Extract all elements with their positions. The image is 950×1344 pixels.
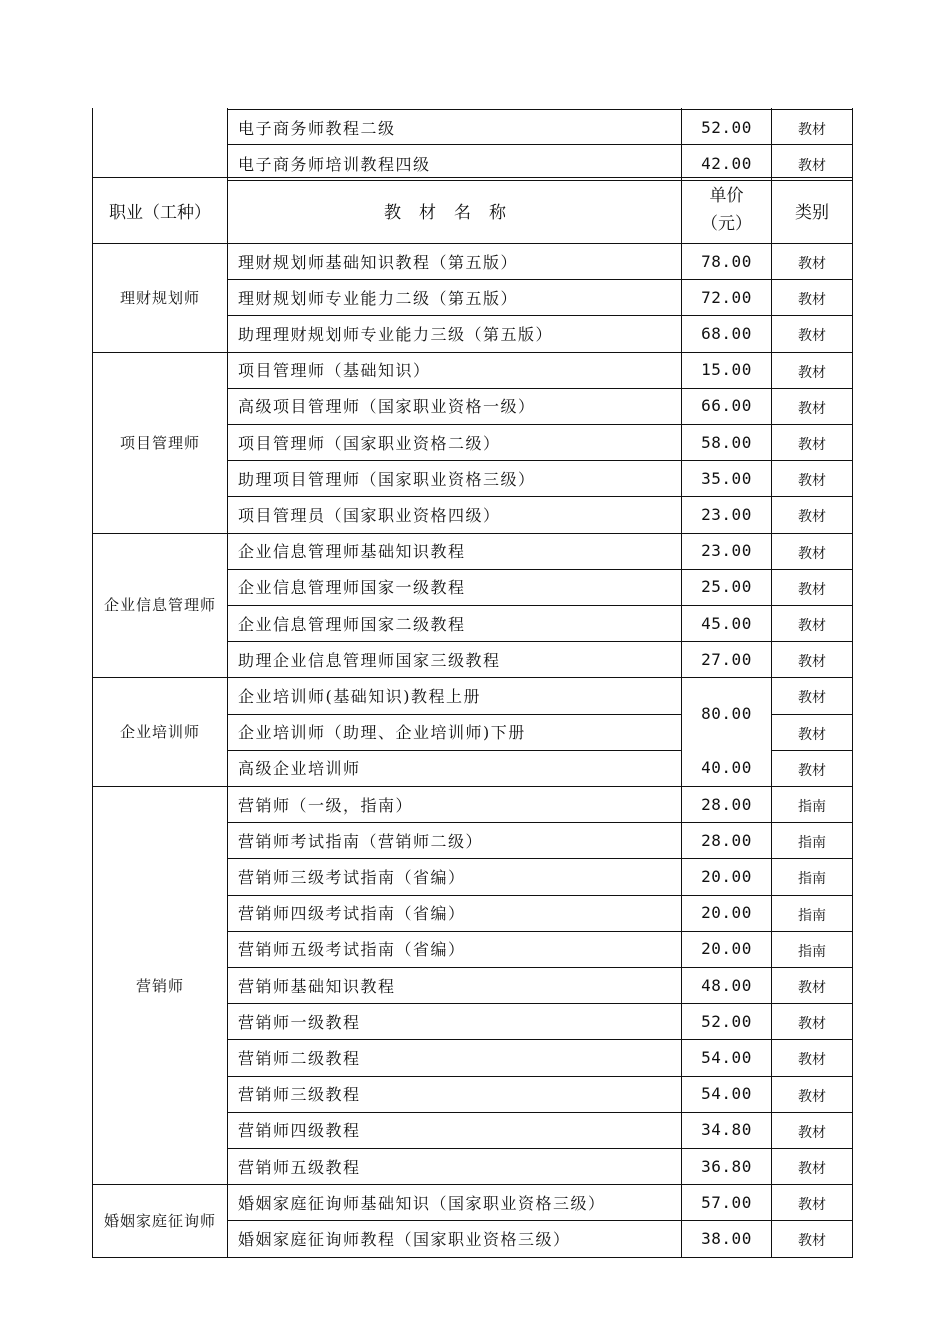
category-cell: 指南 xyxy=(798,799,826,816)
price-cell: 40.00 xyxy=(701,758,752,778)
category-cell: 教材 xyxy=(798,545,826,562)
price-cell: 48.00 xyxy=(701,975,752,995)
price-cell: 78.00 xyxy=(701,251,752,271)
book-name-cell: 营销师考试指南（营销师二级） xyxy=(238,831,484,851)
price-cell: 45.00 xyxy=(701,613,752,633)
price-cell: 72.00 xyxy=(701,287,752,307)
price-cell: 54.00 xyxy=(701,1084,752,1104)
category-cell: 教材 xyxy=(798,473,826,490)
category-cell: 教材 xyxy=(798,509,826,526)
header-unit-price-unit: （元） xyxy=(701,214,752,234)
category-cell: 指南 xyxy=(798,943,826,960)
book-name-cell: 营销师四级考试指南（省编） xyxy=(238,904,466,924)
merged-price-cell: 80.00 xyxy=(701,704,752,724)
price-cell: 54.00 xyxy=(701,1047,752,1067)
book-name-cell: 营销师二级教程 xyxy=(238,1048,361,1068)
book-name-cell: 营销师基础知识教程 xyxy=(238,976,396,996)
occupation-cell: 企业培训师 xyxy=(119,723,200,742)
book-name-cell: 营销师一级教程 xyxy=(238,1012,361,1032)
category-cell: 教材 xyxy=(798,618,826,635)
category-cell: 教材 xyxy=(798,437,826,454)
book-name-cell: 电子商务师培训教程四级 xyxy=(238,154,431,174)
price-cell: 27.00 xyxy=(701,649,752,669)
book-name-cell: 婚姻家庭征询师基础知识（国家职业资格三级） xyxy=(238,1193,606,1213)
category-cell: 教材 xyxy=(798,726,826,743)
table-border-right xyxy=(852,108,853,1258)
category-cell: 教材 xyxy=(798,1124,826,1141)
price-cell: 20.00 xyxy=(701,939,752,959)
price-cell: 52.00 xyxy=(701,117,752,137)
price-cell: 15.00 xyxy=(701,360,752,380)
book-name-cell: 高级项目管理师（国家职业资格一级） xyxy=(238,397,536,417)
book-name-cell: 助理企业信息管理师国家三级教程 xyxy=(238,650,501,670)
occupation-cell: 理财规划师 xyxy=(119,288,200,307)
category-cell: 教材 xyxy=(798,292,826,309)
book-name-cell: 企业培训师（助理、企业培训师)下册 xyxy=(238,723,526,743)
book-name-cell: 企业培训师(基础知识)教程上册 xyxy=(238,686,481,706)
book-name-cell: 项目管理师（基础知识） xyxy=(238,361,431,381)
category-cell: 教材 xyxy=(798,1233,826,1250)
category-cell: 教材 xyxy=(798,1161,826,1178)
book-name-cell: 理财规划师专业能力二级（第五版） xyxy=(238,288,519,308)
category-cell: 教材 xyxy=(798,690,826,707)
category-cell: 教材 xyxy=(798,158,826,175)
header-occupation: 职业（工种） xyxy=(109,202,211,223)
price-cell: 34.80 xyxy=(701,1120,752,1140)
book-name-cell: 企业信息管理师基础知识教程 xyxy=(238,542,466,562)
price-cell: 52.00 xyxy=(701,1011,752,1031)
category-cell: 教材 xyxy=(798,581,826,598)
book-name-cell: 企业信息管理师国家二级教程 xyxy=(238,614,466,634)
book-name-cell: 项目管理师（国家职业资格二级） xyxy=(238,433,501,453)
occupation-cell: 项目管理师 xyxy=(119,433,200,452)
book-name-cell: 营销师三级考试指南（省编） xyxy=(238,867,466,887)
price-cell: 23.00 xyxy=(701,541,752,561)
book-name-cell: 营销师三级教程 xyxy=(238,1085,361,1105)
book-name-cell: 营销师五级考试指南（省编） xyxy=(238,940,466,960)
price-cell: 28.00 xyxy=(701,794,752,814)
category-cell: 教材 xyxy=(798,364,826,381)
price-cell: 58.00 xyxy=(701,432,752,452)
book-name-cell: 营销师（一级，指南） xyxy=(238,795,414,815)
price-cell: 36.80 xyxy=(701,1156,752,1176)
header-book-name: 教材名称 xyxy=(384,202,524,223)
book-name-cell: 电子商务师教程二级 xyxy=(238,118,396,138)
price-cell: 57.00 xyxy=(701,1192,752,1212)
category-cell: 教材 xyxy=(798,762,826,779)
book-name-cell: 高级企业培训师 xyxy=(238,759,361,779)
book-name-cell: 营销师五级教程 xyxy=(238,1157,361,1177)
category-cell: 教材 xyxy=(798,1016,826,1033)
book-name-cell: 项目管理员（国家职业资格四级） xyxy=(238,505,501,525)
book-name-cell: 营销师四级教程 xyxy=(238,1121,361,1141)
price-cell: 38.00 xyxy=(701,1228,752,1248)
price-cell: 23.00 xyxy=(701,504,752,524)
category-cell: 指南 xyxy=(798,907,826,924)
book-name-cell: 助理理财规划师专业能力三级（第五版） xyxy=(238,324,554,344)
category-cell: 指南 xyxy=(798,835,826,852)
category-cell: 教材 xyxy=(798,328,826,345)
category-cell: 教材 xyxy=(798,1088,826,1105)
price-cell: 25.00 xyxy=(701,577,752,597)
occupation-cell: 婚姻家庭征询师 xyxy=(103,1211,216,1230)
price-cell: 42.00 xyxy=(701,153,752,173)
price-cell: 66.00 xyxy=(701,396,752,416)
category-cell: 教材 xyxy=(798,256,826,273)
occupation-cell: 企业信息管理师 xyxy=(103,596,216,615)
price-cell: 20.00 xyxy=(701,903,752,923)
book-name-cell: 理财规划师基础知识教程（第五版） xyxy=(238,252,519,272)
book-name-cell: 婚姻家庭征询师教程（国家职业资格三级） xyxy=(238,1229,571,1249)
occupation-cell: 营销师 xyxy=(135,976,184,995)
category-cell: 教材 xyxy=(798,980,826,997)
category-cell: 教材 xyxy=(798,654,826,671)
header-unit-price xyxy=(682,177,771,243)
category-cell: 指南 xyxy=(798,871,826,888)
category-cell: 教材 xyxy=(798,400,826,417)
header-category: 类别 xyxy=(795,202,829,223)
category-cell: 教材 xyxy=(798,1052,826,1069)
price-cell: 28.00 xyxy=(701,830,752,850)
price-cell: 68.00 xyxy=(701,323,752,343)
price-cell: 35.00 xyxy=(701,468,752,488)
book-name-cell: 企业信息管理师国家一级教程 xyxy=(238,578,466,598)
header-unit-price-label: 单价 xyxy=(709,186,744,206)
category-cell: 教材 xyxy=(798,122,826,139)
category-cell: 教材 xyxy=(798,1197,826,1214)
price-cell: 20.00 xyxy=(701,866,752,886)
book-name-cell: 助理项目管理师（国家职业资格三级） xyxy=(238,469,536,489)
group-divider xyxy=(92,1257,853,1258)
